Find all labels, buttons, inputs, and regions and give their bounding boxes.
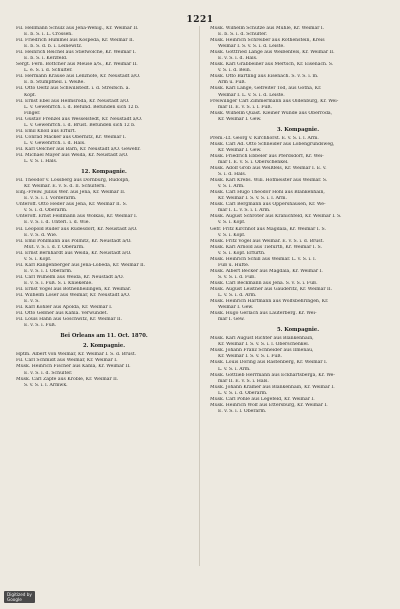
casualty-entry-line: Musk. Johann Franz Schneider aus Ilmenau, (210, 348, 314, 354)
casualty-entry-line: Fil. Michael Mayer aus Weida, Kr. Neustadt a/O. (16, 152, 129, 158)
casualty-entry-line: Musk. Carl Beckmann aus Jena. S. v. S. i. Fuß. (210, 280, 318, 286)
casualty-entry-line: Fil. Ernst Vogel aus Bothenheilingen, Kr. Weimar. (16, 286, 132, 292)
casualty-entry-line: Musk. Karl Arnold aus Tiefurth, Kr. Weimar I. S. (210, 244, 322, 250)
casualty-entry-line: Musk. Adolf Grob aus Weißfels, Kr. Weimar I. E. v. (210, 166, 327, 172)
watermark-line-1: Digitized by (7, 592, 32, 597)
casualty-entry-line: E. v. S. i. l. Vorderarm. (24, 196, 77, 202)
casualty-entry-line: Fil. Gustav Frenzel aus Wesselstedt, Kr. Neustadt a/O. (16, 116, 143, 122)
casualty-entry-line: Fuß u. Hüfte. (218, 262, 250, 268)
casualty-entry-line: E. b. S. i. Kerzfeld. (24, 56, 68, 62)
casualty-entry-line: Fil. Conrad Mäcker aus Obernitz, Kr. Weimar I. (16, 134, 127, 140)
casualty-entry-line: Unteroff. Otto Heder aus Jena, Kr. Weimar II. S. (16, 202, 128, 208)
casualty-entry-line: Fil. Karl Oelcher aus Bärn, Kr. Neustadt a/O. Gewehr. (16, 146, 141, 152)
casualty-entry-line: Musk. Gottfried Lange aus Weißenfels, Kr. Weimar II. (210, 50, 335, 56)
casualty-entry-line: E. b. Stumpfheil. i. Weiße. (24, 80, 85, 86)
casualty-entry-line: E. v. S. i. Fuß. S. i. Kniekehle. (24, 280, 93, 286)
casualty-entry-line: Musk. Heinrich Wolf aus Ettersburg, Kr. Weimar I. (210, 402, 328, 408)
casualty-entry-line: mar I. L. v. S. i. l. Arm. (218, 208, 271, 214)
casualty-entry-line: Fil. Wilhelm Löser aus Weimar, Kr. Neustadt a/O. (16, 293, 131, 299)
casualty-entry-line: E. b. S. d. b. i. Leinewitz. (24, 44, 83, 50)
casualty-entry-line: E. v. S. i. d. Unterl. i. d. Wie. (24, 220, 90, 226)
casualty-entry-line: Fil. Otto Geßner aus Kahla. Verwundet. (16, 311, 108, 317)
casualty-entry-line: L. v. S. i. d. Arm. (218, 293, 257, 299)
section-heading: 12. Kompagnie. (81, 169, 127, 176)
casualty-entry-line: Musk. Karl Krebs. Wili. Hofmeister aus Weimar. S. (210, 178, 328, 184)
casualty-entry-line: v. S. i. Kopf. (218, 232, 246, 238)
casualty-entry-line: Fil. Louis Hahn aus Göschwitz, Kr. Weimar II. (16, 317, 123, 323)
casualty-entry-line: E. v. S. (24, 299, 40, 305)
casualty-entry-line: Fil. Otto Oeltz aus Schwillstedt. i. d. Streifsch. a. (16, 86, 130, 92)
casualty-entry-line: Musk. Albert Becker aus Magdala, Kr. Weimar I. (210, 268, 323, 274)
casualty-entry-line: E. v. S. i. d. Schulter. (24, 370, 73, 376)
casualty-entry-line: Kr. Weimar. E. v. S. d. Il. Schultern. (24, 184, 106, 190)
casualty-entry-line: Fil. Emil Knoll aus Erfurt. (16, 128, 76, 134)
casualty-entry-line: mar II. E. v. S. i. l. Fuß. (218, 104, 272, 110)
casualty-entry-line: Musk. Carl Ad. Otto Schneider aus Löbengrundsweg, (210, 141, 335, 147)
casualty-entry-line: Musk. Hugo Gerlach aus Lauterberg. Kr. Wei- (210, 311, 317, 317)
casualty-entry-line: Einj.-Freiw. Julius Wer. aus Jena, Kr. Weimar II. (16, 190, 126, 196)
casualty-entry-line: L. v. S. i. Arm. (218, 366, 251, 372)
casualty-entry-line: Musk. Karl August Richter aus Blankenhain, (210, 336, 314, 342)
digitization-watermark (4, 591, 35, 603)
casualty-entry-line: L. v. S. i. Hals. (24, 159, 58, 165)
casualty-entry-line: Musk. Otto Bärtling aus Eisenach. S. v. S. i. m. (210, 74, 319, 80)
casualty-entry-line: Musk. Carl Zapfe aus Kröble, Kr. Weimar II. (16, 376, 119, 382)
watermark-line-2: Google (7, 597, 22, 603)
casualty-entry-line: Kr. Weimar I. Gew. (218, 147, 262, 153)
casualty-entry-line: Musk. Heinrich Schill aus Weimar. L. v. S. i. l. (210, 256, 316, 262)
casualty-entry-line: L. v. S. i. d. Oberarm. (218, 390, 268, 396)
casualty-entry-line: S. v. S. i. l. Armwk. (24, 382, 68, 388)
casualty-entry-line: E. v. S. i. Fuß. (24, 323, 57, 329)
casualty-entry-line: v. S. i. Arm. (218, 184, 245, 190)
casualty-entry-line: E. v. S. i. d. Hals. (218, 56, 258, 62)
casualty-entry-line: Prem.-Lt. Georg v. Kirchhorst. E. v. S. i. l. Arm. (210, 135, 319, 141)
casualty-entry-line: Sergt. Fern. Böttcher aus Meuse a/S., Kr. Weimar II. (16, 62, 138, 68)
casualty-entry-line: Musk. Louis Döring aus Rastenberg, Kr. Weimar I. (210, 360, 328, 366)
casualty-entry-line: L. e. S. i. d. Schulter. (24, 68, 73, 74)
casualty-entry-line: Fil. Hermann Krause aus Lenzhöfe, Kr. Neustadt a/O. (16, 74, 141, 80)
casualty-entry-line: Kr. Weimar I. Gew. (218, 116, 262, 122)
casualty-entry-line: Hptm. Albert von Weimar, Kr. Weimar I. S. d. Brust. (16, 352, 137, 358)
casualty-entry-line: Musk. Carl Hugo Theodor Hohl aus Blankenhain, (210, 190, 325, 196)
casualty-entry-line: Musk. Wilhelm Schütze aus Mühle, Kr. Weimar I. (210, 26, 325, 31)
casualty-entry-line: Kr. Weimar I. S. v. S. i. l. Arm. (218, 196, 287, 202)
casualty-entry-line: v. S. i. Kopf. (218, 220, 246, 226)
casualty-entry-line: E. b. S. i. L. Crossen. (24, 32, 73, 38)
casualty-entry-line: L. v. Gewehrfch. i. d. Befund. Befunden sich 12 b. (24, 104, 140, 110)
casualty-entry-line: Fil. Karl Rangenberger aus Jena-Lobeda, Kr. Weimar II. (16, 262, 146, 268)
casualty-entry-line: Fil. Ernst Ebel aus Helmsroda, Kr. Neustadt a/O. (16, 98, 130, 104)
casualty-entry-line: Fil. Leopold Rüder aus Rüdesdorf, Kr. Neustadt a/O. (16, 226, 138, 232)
section-heading: 3. Kompagnie. (276, 126, 320, 133)
casualty-entry-line: Fil. Carl Wilhelm aus Weida, Kr. Neustadt a/O. (16, 274, 124, 280)
casualty-entry-line: Finger. (24, 110, 41, 116)
casualty-entry-line: Fil. Ernst Bernhardt aus Weida, Kr. Neustadt a/O. (16, 250, 132, 256)
casualty-entry-line: mar I. Gew. (218, 317, 245, 323)
casualty-entry-line: Weimar I. L. v. S. i. d. Leiste. (218, 92, 285, 98)
casualty-entry-line: Weimar I. S. v. S. i. d. Leiste. (218, 44, 285, 50)
section-heading: Bei Orleans am 11. Oct. 1870. (60, 333, 148, 340)
casualty-entry-line: Kopf. (24, 92, 37, 98)
casualty-entry-line: Musk. August Leistner aus Gauderitz, Kr. Weimar II. (210, 286, 333, 292)
left-column (16, 26, 192, 389)
casualty-entry-line: Musk. Carl Pohle aus Legefeld, Kr. Weimar I. (210, 396, 315, 402)
casualty-entry-line: Fil. Hellmann Schulz aus Jena-Wenig., Kr. Weimar II. (16, 26, 139, 31)
casualty-entry-line: v. S. i. d. Bein. (218, 68, 252, 74)
casualty-entry-line: Unteroff. Ernst Feldmann aus Wolkau, Kr. Weimar I. (16, 214, 138, 220)
casualty-entry-line: v. S. i. Kopf. Erfurth. (218, 250, 266, 256)
casualty-entry-line: Weimar I. Gew. (218, 305, 254, 311)
casualty-entry-line: Musk. Fritz Vogel aus Weimar. E. v. S. i. d. Brust. (210, 238, 324, 244)
casualty-entry-line: L. v. Gewehrfch. i. d. Brust. Befunden sich 12 b. (24, 122, 136, 128)
casualty-entry-line: Musk. Heinrich Schreiber aus Rothenstein, Kreis (210, 38, 325, 44)
casualty-entry-line: Musk. Wilhelm Quast. Kleiner Wunde aus Oberroda, (210, 110, 333, 116)
casualty-entry-line: Fil. Theodor v. Lossberg aus Dornburg, Rudolph, (16, 178, 130, 184)
right-column (210, 26, 386, 415)
casualty-entry-line: Mut. v. S. i. d. r. Oberarm. (24, 244, 85, 250)
casualty-entry-line: v. S. i. Kopf. (24, 256, 52, 262)
casualty-entry-line: Arm u. Fuß. (218, 80, 246, 86)
casualty-entry-line: Musk. Heinrich Hartmann aus Wolfsbehringen, Kr. (210, 299, 329, 305)
casualty-entry-line: Musk. Carl Bergmann aus Oppershausen, Kr. We- (210, 202, 326, 208)
casualty-entry-line: Musk. August Schröter aus Kranichfeld, Kr. Weimar I. S. (210, 214, 342, 220)
casualty-entry-line: Kr. Weimar I. S. v. S. i. l. Oberschenkel. (218, 342, 310, 348)
casualty-entry-line: Freiwilliger Carl Zimmermann aus Oldenburg, Kr. Wei- (210, 98, 339, 104)
casualty-entry-line: Kr. Weimar I. S. v. S. i. Fuß. (218, 354, 282, 360)
casualty-entry-line: Musk. Heinrich Fischer aus Kahla, Kr. Weimar II. (16, 364, 131, 370)
casualty-entry-line: mar I. E. v. S. i. Oberschenkel. (218, 159, 289, 165)
casualty-entry-line: S. i. d. Hals. (218, 172, 247, 178)
casualty-entry-line: Musk. Karl Grabbeiner aus Mertsch, Kr. Eisenach. S. (210, 62, 334, 68)
casualty-entry-line: Musk. Karl Lange, Gefreiter Tod, aus Gotha, Kr. (210, 86, 322, 92)
casualty-entry-line: v. S. i. d. Oberarm. (24, 208, 68, 214)
casualty-entry-line: Musk. Johann Kramer aus Blankenhain, Kr. Weimar I. (210, 384, 335, 390)
page-number: 1221 (186, 15, 214, 25)
casualty-entry-line: Fil. Emil Pohlmann aus Pöllnitz, Kr. Neustadt a/O. (16, 238, 132, 244)
column-divider (199, 26, 200, 566)
casualty-entry-line: S. v. S. i. d. Fuß. (218, 274, 256, 280)
section-heading: 5. Kompagnie. (276, 327, 320, 334)
casualty-entry-line: Fil. Karl Köhler aus Apolda, Kr. Weimar I. (16, 305, 113, 311)
casualty-entry-line: E. v. S. i. l. Oberarm. (218, 408, 267, 414)
casualty-entry-line: Fil. Friedrich Hummel aus Kospeda, Kr. Weimar II. (16, 38, 135, 44)
casualty-entry-line: E. v. S. d. Wie. (24, 232, 58, 238)
casualty-entry-line: E. b. S. i. d. Schulter. (218, 32, 268, 38)
section-heading: 2. Kompagnie. (82, 343, 126, 350)
casualty-entry-line: mar II. E. v. S. i. Hals. (218, 378, 269, 384)
casualty-entry-line: Musk. Friedrich Ebbeler aus Pferdsdorf, Kr. Wei- (210, 153, 324, 159)
casualty-entry-line: Gefr. Fritz Kirchhof aus Magdala, Kr. Weimar I. S. (210, 226, 327, 232)
casualty-entry-line: E. v. S. i. l. Oberarm. (24, 268, 73, 274)
casualty-entry-line: L. v. Gewehrfch. i. d. Hals. (24, 140, 86, 146)
casualty-entry-line: Fil. Heinrich Reichel aus Stiefwolche, Kr. Weimar I. (16, 50, 137, 56)
casualty-entry-line: Fil. Carl Schmidt aus Weimar, Kr. Weimar I. (16, 358, 118, 364)
casualty-entry-line: Musk. Gottlieb Herrmann aus Eckhartsberga, Kr. We- (210, 372, 335, 378)
